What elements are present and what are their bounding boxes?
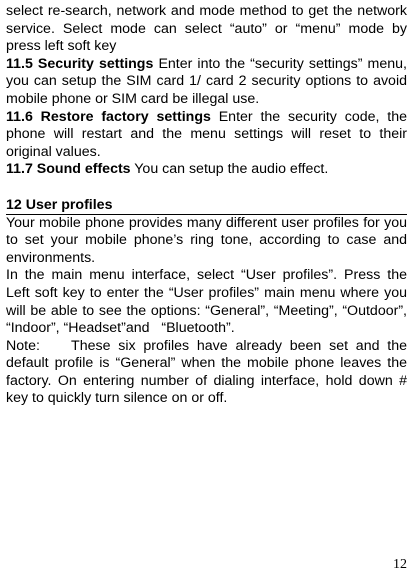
heading-restore-factory-settings: 11.6 Restore factory settings xyxy=(6,108,211,125)
blank-line xyxy=(6,179,407,197)
paragraph-text: select re-search, network and mode method to get the network service. Select mode can select “auto” or “menu” mode by press left soft key xyxy=(6,3,407,55)
section-heading-user-profiles: 12 User profiles xyxy=(6,197,407,215)
paragraph-text: Enter into the “security settings” menu, you can setup the SIM card 1/ card 2 security options to avoid mobile phone or SIM card be illegal use. xyxy=(6,55,407,107)
page-number: 12 xyxy=(393,557,407,573)
paragraph-text: Enter the security code, the phone will restart and the menu settings will reset to their original values. xyxy=(6,108,407,160)
heading-sound-effects: 11.7 Sound effects xyxy=(6,161,131,178)
paragraph-security-settings xyxy=(6,56,407,109)
paragraph-restore-factory-settings xyxy=(6,109,407,162)
paragraph-sound-effects xyxy=(6,161,407,179)
paragraph-profiles-intro: Your mobile phone provides many different user profiles for you to set your mobile phone’s ring tone, according to case and environments. xyxy=(6,214,407,266)
paragraph-text: You can setup the audio effect. xyxy=(130,161,329,178)
paragraph-network-selection xyxy=(6,3,407,56)
heading-security-settings: 11.5 Security settings xyxy=(6,55,154,72)
paragraph-profiles-note: Note: These six profiles have already been set and the default profile is “General” when the mobile phone leaves the factory. On entering number of dialing interface, hold down # key to quickly turn silence on or off. xyxy=(6,337,407,407)
paragraph-profiles-menu: In the main menu interface, select “User profiles”. Press the Left soft key to enter the “User profiles” main menu where you will be able to see the options: “General”, “Meeting”, “Outdoor”, “Indoor”, “Headset”and “Bluetooth”. xyxy=(6,267,407,337)
